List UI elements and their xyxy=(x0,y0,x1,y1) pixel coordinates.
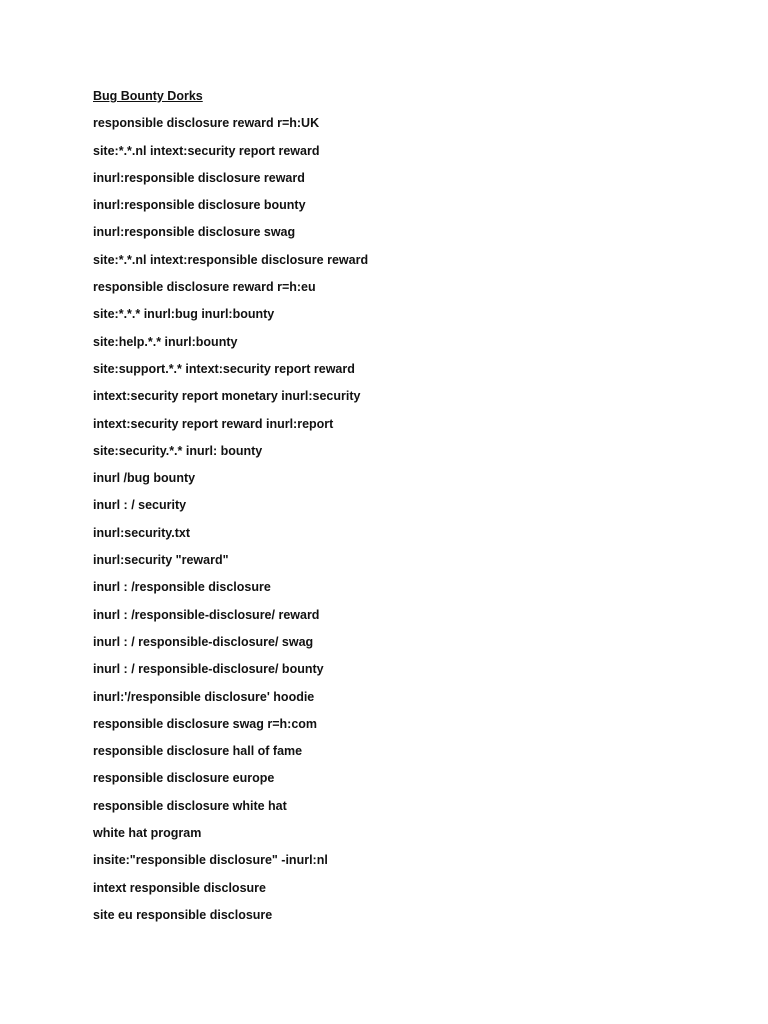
dork-line: white hat program xyxy=(93,826,202,841)
dork-line: responsible disclosure hall of fame xyxy=(93,744,303,759)
dork-line: site:help.*.* inurl:bounty xyxy=(93,334,238,349)
dork-line: insite:"responsible disclosure" -inurl:nl xyxy=(93,853,328,868)
dork-line: responsible disclosure reward r=h:eu xyxy=(93,280,316,295)
dork-line: site:security.*.* inurl: bounty xyxy=(93,443,263,458)
dork-line: inurl : / responsible-disclosure/ bounty xyxy=(93,662,324,677)
dork-line: inurl:security.txt xyxy=(93,525,191,540)
dork-line: responsible disclosure europe xyxy=(93,771,275,786)
dork-line: site:*.*.nl intext:security report reward xyxy=(93,143,320,158)
dork-line: inurl : / responsible-disclosure/ swag xyxy=(93,634,314,649)
dork-line: intext:security report monetary inurl:security xyxy=(93,389,361,404)
dork-line: inurl : /responsible-disclosure/ reward xyxy=(93,607,320,622)
dork-list xyxy=(93,114,713,924)
dork-line: inurl:security "reward" xyxy=(93,553,229,568)
dork-line: inurl:responsible disclosure swag xyxy=(93,225,296,240)
dork-line: site:*.*.nl intext:responsible disclosure reward xyxy=(93,252,369,267)
dork-line: responsible disclosure white hat xyxy=(93,798,287,813)
dork-line: site:*.*.* inurl:bug inurl:bounty xyxy=(93,307,275,322)
dork-line: site:support.*.* intext:security report reward xyxy=(93,361,355,376)
dork-line: intext:security report reward inurl:report xyxy=(93,416,334,431)
dork-line: inurl : / security xyxy=(93,498,187,513)
dork-line: inurl : /responsible disclosure xyxy=(93,580,271,595)
document-title: Bug Bounty Dorks xyxy=(93,89,203,103)
dork-line: responsible disclosure swag r=h:com xyxy=(93,716,318,731)
dork-line: intext responsible disclosure xyxy=(93,880,266,895)
dork-line: inurl:responsible disclosure bounty xyxy=(93,198,306,213)
dork-line: inurl:'/responsible disclosure' hoodie xyxy=(93,689,315,704)
dork-line: inurl /bug bounty xyxy=(93,471,196,486)
dork-line: responsible disclosure reward r=h:UK xyxy=(93,116,320,131)
dork-line: site eu responsible disclosure xyxy=(93,907,273,922)
dork-line: inurl:responsible disclosure reward xyxy=(93,170,305,185)
document-body xyxy=(93,87,713,933)
